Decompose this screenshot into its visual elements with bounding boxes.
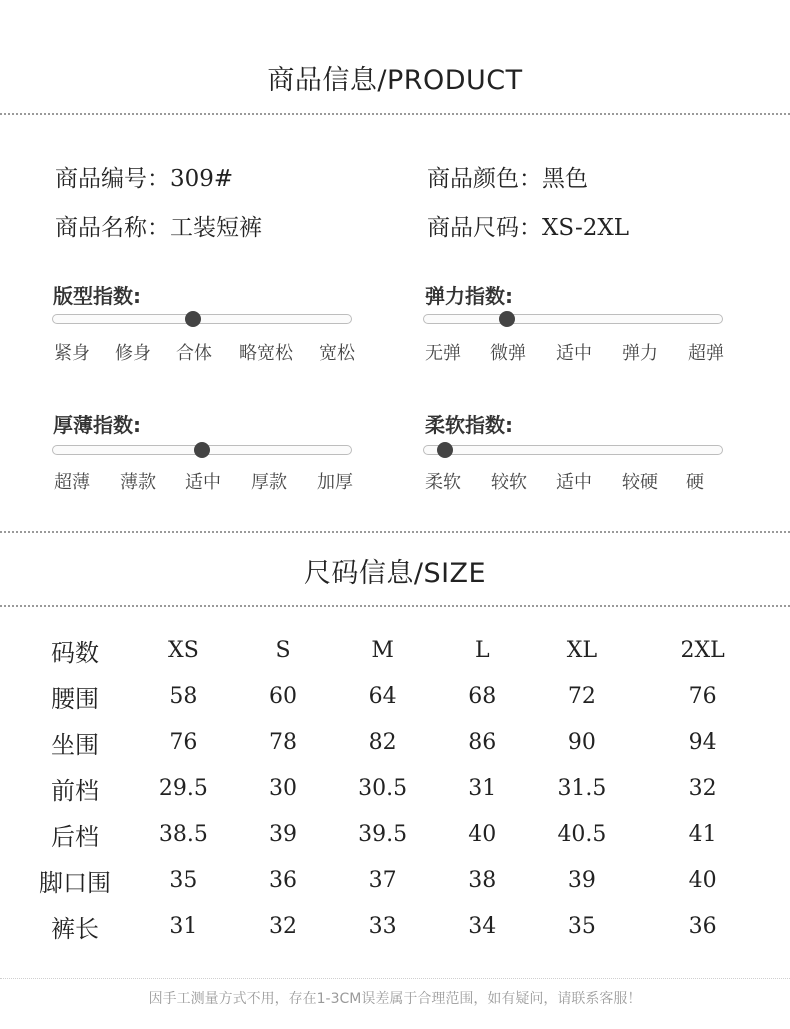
header-cell: XL [566,637,598,663]
row-label: 后档 [51,822,99,851]
scale-label: 超弹 [688,343,724,364]
scale-label: 微弹 [490,343,526,364]
footer-divider [0,978,790,979]
table-cell: 34 [468,913,497,939]
table-cell: 68 [468,683,497,709]
table-cell: 31 [169,913,198,939]
section-divider [0,531,790,533]
scale-label: 厚款 [251,472,287,493]
softness-index-title: 柔软指数: [425,413,513,437]
table-cell: 40.5 [557,821,607,847]
table-cell: 72 [567,683,596,709]
header-cell: 码数 [51,638,99,667]
scale-label: 适中 [185,472,221,493]
table-cell: 82 [368,729,397,755]
scale-label: 适中 [556,472,592,493]
table-row [30,719,760,765]
size-chart-table [30,627,760,949]
scale-label: 薄款 [120,472,156,493]
scale-label: 无弹 [425,343,461,364]
thickness-index-marker [194,442,210,458]
product-code: 商品编号：309# [55,166,234,192]
product-color: 商品颜色：黑色 [427,166,588,192]
table-cell: 76 [688,683,717,709]
fit-index-scale [52,339,362,365]
table-cell: 31.5 [557,775,607,801]
row-label: 前档 [51,776,99,805]
thickness-index-title: 厚薄指数: [53,413,141,437]
table-cell: 30.5 [358,775,408,801]
table-cell: 33 [368,913,397,939]
table-cell: 40 [688,867,717,893]
table-cell: 38 [468,867,497,893]
scale-label: 略宽松 [239,343,293,364]
table-cell: 64 [368,683,397,709]
table-cell: 36 [688,913,717,939]
table-row [30,811,760,857]
table-cell: 39 [269,821,298,847]
scale-label: 适中 [556,343,592,364]
product-name: 商品名称：工装短裤 [55,215,262,241]
fit-index-title: 版型指数: [53,284,141,308]
header-cell: S [275,637,291,663]
table-cell: 90 [567,729,596,755]
scale-label: 弹力 [622,343,658,364]
thickness-index-track [52,445,352,455]
table-cell: 58 [169,683,198,709]
stretch-index-track [423,314,723,324]
table-cell: 36 [269,867,298,893]
stretch-index-scale [423,339,733,365]
fit-index-track [52,314,352,324]
table-cell: 32 [269,913,298,939]
header-cell: 2XL [680,637,725,663]
table-cell: 35 [567,913,596,939]
row-label: 腰围 [51,684,99,713]
table-row [30,765,760,811]
table-cell: 31 [468,775,497,801]
scale-label: 修身 [115,343,151,364]
table-cell: 41 [688,821,717,847]
section-divider [0,113,790,115]
table-row [30,857,760,903]
table-row [30,673,760,719]
scale-label: 合体 [176,343,212,364]
row-label: 坐围 [51,730,99,759]
scale-label: 加厚 [317,472,353,493]
header-cell: XS [168,637,199,663]
table-cell: 60 [269,683,298,709]
thickness-index-scale [52,468,362,494]
product-section-title: 商品信息/PRODUCT [267,65,523,96]
table-cell: 76 [169,729,198,755]
product-size-range: 商品尺码：XS-2XL [427,215,630,241]
table-cell: 78 [269,729,298,755]
softness-index-scale [423,468,733,494]
table-cell: 37 [368,867,397,893]
table-row [30,903,760,949]
softness-index-marker [437,442,453,458]
scale-label: 宽松 [319,343,355,364]
table-cell: 38.5 [158,821,208,847]
table-cell: 94 [688,729,717,755]
scale-label: 较硬 [622,472,658,493]
softness-index-track [423,445,723,455]
table-cell: 86 [468,729,497,755]
size-header-row [30,627,760,673]
header-cell: L [474,637,490,663]
size-section-title: 尺码信息/SIZE [303,558,487,589]
section-divider [0,605,790,607]
header-cell: M [371,637,394,663]
scale-label: 超薄 [54,472,90,493]
row-label: 脚口围 [39,868,111,897]
measurement-footnote: 因手工测量方式不用，存在1-3CM误差属于合理范围，如有疑问，请联系客服！ [148,991,642,1007]
row-label: 裤长 [51,914,99,943]
scale-label: 紧身 [54,343,90,364]
scale-label: 柔软 [425,472,461,493]
scale-label: 硬 [686,472,704,493]
stretch-index-marker [499,311,515,327]
table-cell: 35 [169,867,198,893]
table-cell: 32 [688,775,717,801]
table-cell: 29.5 [158,775,208,801]
table-cell: 39.5 [358,821,408,847]
table-cell: 30 [269,775,298,801]
scale-label: 较软 [491,472,527,493]
fit-index-marker [185,311,201,327]
stretch-index-title: 弹力指数: [425,284,513,308]
table-cell: 39 [567,867,596,893]
table-cell: 40 [468,821,497,847]
